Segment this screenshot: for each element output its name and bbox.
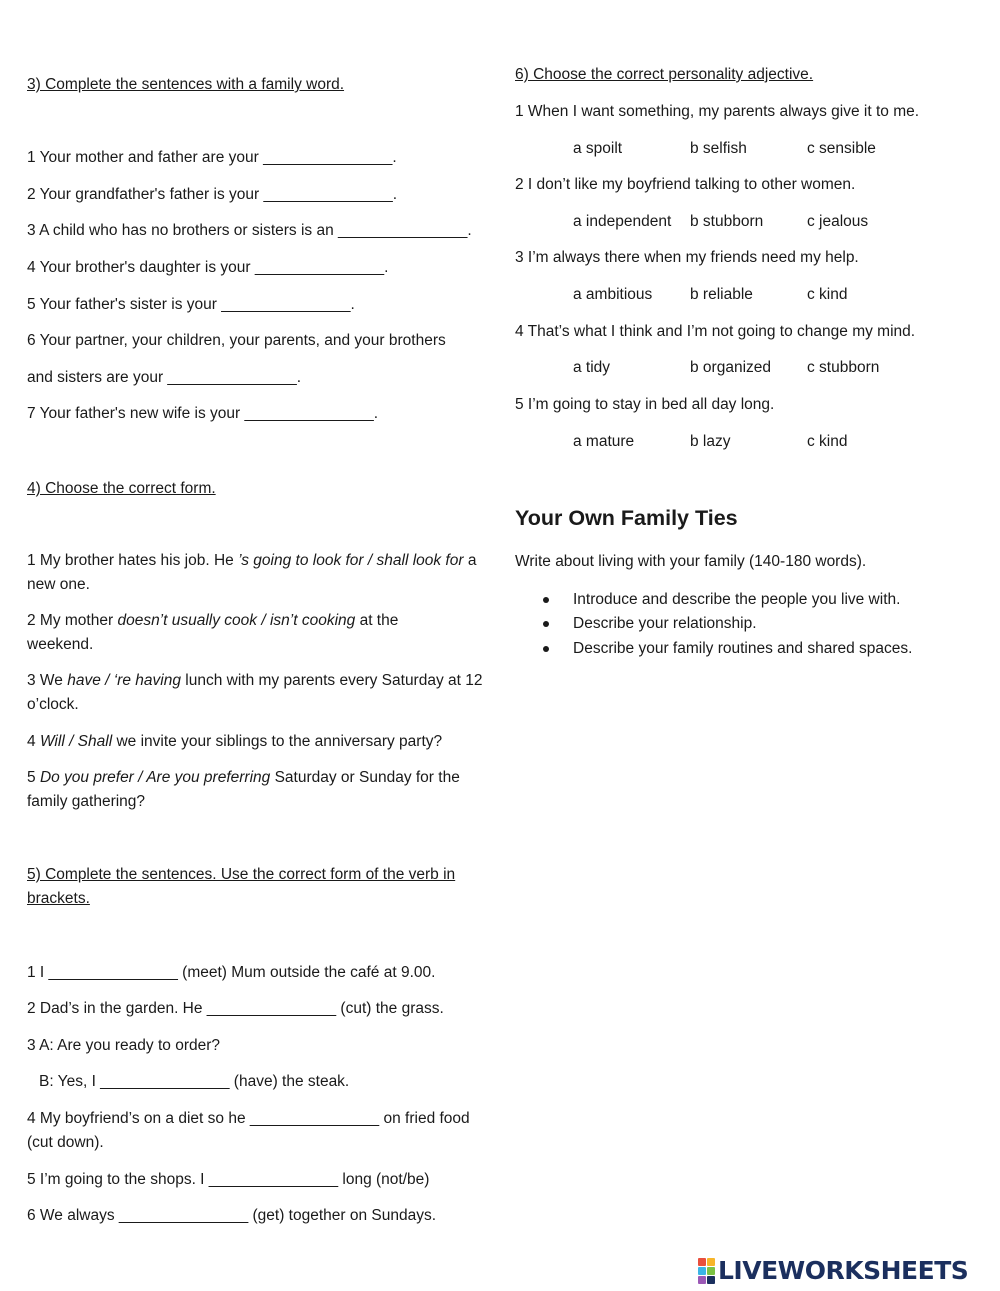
s3-item-5: 5 Your father's sister is your _______________. bbox=[27, 296, 355, 313]
s6-q2-option-c: c jealous bbox=[807, 213, 869, 230]
s3-item-3: 3 A child who has no brothers or sisters is an _______________. bbox=[27, 222, 472, 239]
s3-item-7: 7 Your father's new wife is your _______________. bbox=[27, 405, 379, 422]
s5-item-3b: B: Yes, I _______________ (have) the steak. bbox=[39, 1073, 350, 1090]
s6-q2-option-a: a independent bbox=[573, 213, 672, 230]
s6-q3-option-c: c kind bbox=[807, 286, 848, 303]
s6-q4-option-a: a tidy bbox=[573, 359, 611, 376]
s6-question-2: 2 I don’t like my boyfriend talking to other women. bbox=[515, 176, 856, 193]
s6-q3-option-a: a ambitious bbox=[573, 286, 653, 303]
s3-item-6a: 6 Your partner, your children, your parents, and your brothers bbox=[27, 332, 446, 349]
s6-question-3: 3 I’m always there when my friends need my help. bbox=[515, 249, 859, 266]
s6-q4-option-b: b organized bbox=[690, 359, 772, 376]
section-4-heading: 4) Choose the correct form. bbox=[27, 480, 216, 497]
s5-item-6: 6 We always _______________ (get) together on Sundays. bbox=[27, 1207, 437, 1224]
s6-q5-option-b: b lazy bbox=[690, 433, 731, 450]
s4-item-1: 1 My brother hates his job. He ’s going to look for / shall look for a new one. bbox=[27, 552, 477, 593]
logo-blocks-icon bbox=[698, 1258, 715, 1284]
section-6-heading: 6) Choose the correct personality adjective. bbox=[515, 66, 814, 83]
s5-item-4: 4 My boyfriend’s on a diet so he _______________ on fried food (cut down). bbox=[27, 1110, 470, 1151]
s6-q1-option-c: c sensible bbox=[807, 140, 876, 157]
s6-question-4: 4 That’s what I think and I’m not going to change my mind. bbox=[515, 323, 916, 340]
s4-item-2: 2 My mother doesn’t usually cook / isn’t cooking at the weekend. bbox=[27, 612, 399, 653]
s6-question-5: 5 I’m going to stay in bed all day long. bbox=[515, 396, 775, 413]
s3-item-6b: and sisters are your _______________. bbox=[27, 369, 302, 386]
s6-question-1: 1 When I want something, my parents always give it to me. bbox=[515, 103, 920, 120]
s6-q5-option-c: c kind bbox=[807, 433, 848, 450]
s6-q3-option-b: b reliable bbox=[690, 286, 753, 303]
section-5-heading: 5) Complete the sentences. Use the correct form of the verb in brackets. bbox=[27, 866, 456, 907]
s5-item-5: 5 I’m going to the shops. I _______________ long (not/be) bbox=[27, 1171, 430, 1188]
s6-q1-option-a: a spoilt bbox=[573, 140, 623, 157]
s4-item-4: 4 Will / Shall we invite your siblings to the anniversary party? bbox=[27, 733, 443, 750]
s5-item-2: 2 Dad’s in the garden. He _______________ (cut) the grass. bbox=[27, 1000, 444, 1017]
bullet-dot bbox=[543, 597, 549, 603]
writing-prompt: Write about living with your family (140-180 words). bbox=[515, 553, 867, 570]
s3-item-1: 1 Your mother and father are your _______________. bbox=[27, 149, 397, 166]
s3-item-4: 4 Your brother's daughter is your _______________. bbox=[27, 259, 389, 276]
logo-text: LIVEWORKSHEETS bbox=[718, 1256, 969, 1285]
s4-item-3: 3 We have / ‘re having lunch with my parents every Saturday at 12 o’clock. bbox=[27, 672, 483, 713]
liveworksheets-logo[interactable] bbox=[698, 1258, 968, 1284]
s6-q2-option-b: b stubborn bbox=[690, 213, 764, 230]
section-3-heading: 3) Complete the sentences with a family word. bbox=[27, 76, 345, 93]
bullet-dot bbox=[543, 646, 549, 652]
writing-bullet-1: Introduce and describe the people you live with. bbox=[573, 591, 901, 608]
writing-bullet-2: Describe your relationship. bbox=[573, 615, 757, 632]
bullet-dot bbox=[543, 621, 549, 627]
s6-q1-option-b: b selfish bbox=[690, 140, 747, 157]
s4-item-5: 5 Do you prefer / Are you preferring Saturday or Sunday for the family gathering? bbox=[27, 769, 460, 810]
writing-bullet-3: Describe your family routines and shared spaces. bbox=[573, 640, 913, 657]
s3-item-2: 2 Your grandfather's father is your _______________. bbox=[27, 186, 398, 203]
s6-q5-option-a: a mature bbox=[573, 433, 635, 450]
s5-item-3a: 3 A: Are you ready to order? bbox=[27, 1037, 221, 1054]
writing-title: Your Own Family Ties bbox=[515, 506, 738, 530]
s5-item-1: 1 I _______________ (meet) Mum outside the café at 9.00. bbox=[27, 964, 436, 981]
s6-q4-option-c: c stubborn bbox=[807, 359, 880, 376]
